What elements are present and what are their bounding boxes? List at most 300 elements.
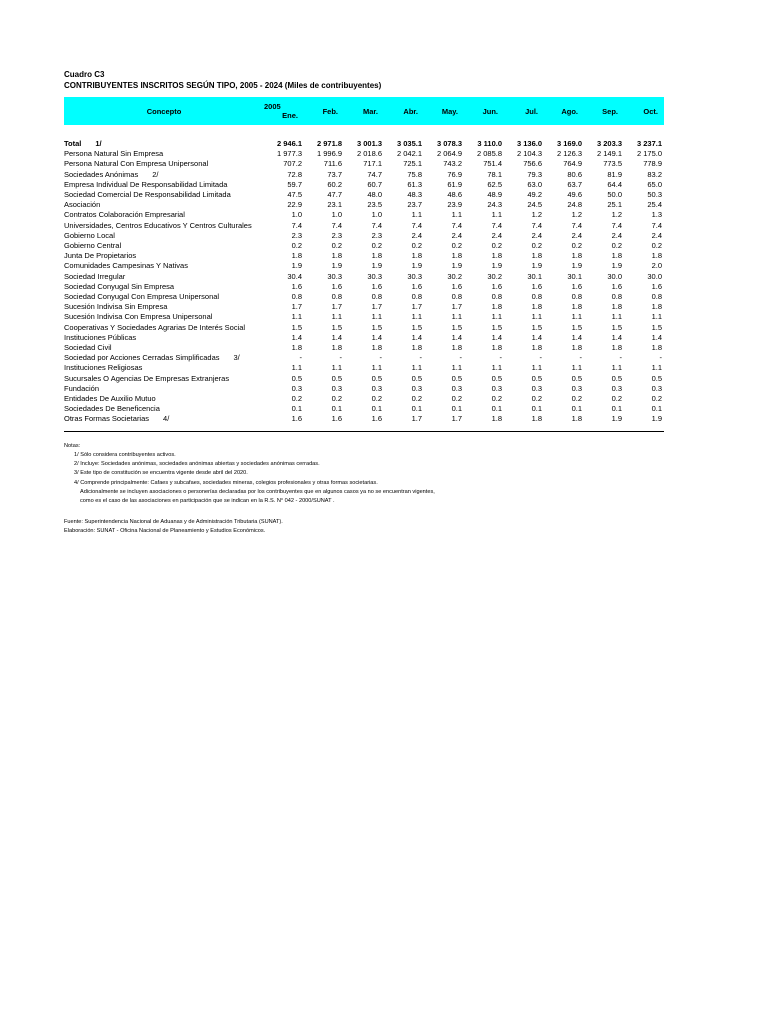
value-cell: 1.5: [491, 322, 502, 332]
value-cell: 2 126.3: [556, 149, 582, 159]
value-cell: 49.2: [527, 190, 542, 200]
value-cell: 0.2: [651, 394, 662, 404]
value-cell: 0.8: [531, 292, 542, 302]
value-cell: 0.8: [451, 292, 462, 302]
value-cell: 2.3: [331, 230, 342, 240]
value-cell: 2.4: [571, 230, 582, 240]
value-cell: 707.2: [283, 159, 302, 169]
row-label: Sociedades De Beneficencia: [64, 404, 160, 414]
row-label: Sociedades Anónimas 2/: [64, 169, 159, 179]
value-cell: 0.2: [611, 241, 622, 251]
value-cell: 3 078.3: [436, 139, 462, 148]
value-cell: 1.4: [331, 332, 342, 342]
table-row: [64, 139, 664, 149]
table-row: [64, 180, 664, 190]
value-cell: 1.2: [611, 210, 622, 220]
value-cell: 1.8: [611, 251, 622, 261]
table-row: [64, 261, 664, 271]
value-cell: 0.5: [371, 373, 382, 383]
value-cell: 1.4: [291, 332, 302, 342]
row-label: Entidades De Auxilio Mutuo: [64, 394, 156, 404]
value-cell: 1.1: [371, 363, 382, 373]
value-cell: 0.3: [571, 383, 582, 393]
value-cell: 0.2: [331, 394, 342, 404]
value-cell: 0.2: [451, 241, 462, 251]
value-cell: 0.8: [571, 292, 582, 302]
table-row: [64, 251, 664, 261]
value-cell: 48.6: [447, 190, 462, 200]
value-cell: 1.8: [491, 302, 502, 312]
value-cell: 1.1: [411, 210, 422, 220]
table-row: [64, 414, 664, 431]
value-cell: 1.6: [491, 281, 502, 291]
value-cell: 1.9: [584, 414, 624, 431]
value-cell: 2 042.1: [396, 149, 422, 159]
value-cell: 30.0: [647, 271, 662, 281]
value-cell: 1.5: [611, 322, 622, 332]
month-header: Oct.: [624, 97, 664, 125]
table-row: [64, 149, 664, 159]
table-row: [64, 292, 664, 302]
value-cell: 1.1: [371, 312, 382, 322]
value-cell: 1.4: [371, 332, 382, 342]
value-cell: 0.2: [451, 394, 462, 404]
table-row: [64, 190, 664, 200]
note-2: 2/ Incluye: Sociedades anónimas, sociedades anónimas abiertas y sociedades anónimas cerradas.: [74, 461, 320, 468]
value-cell: 1.7: [424, 414, 464, 431]
value-cell: 3 035.1: [396, 139, 422, 148]
value-cell: 65.0: [647, 179, 662, 189]
value-cell: 3 237.1: [636, 139, 662, 148]
row-label: Sucesión Indivisa Sin Empresa: [64, 302, 168, 312]
value-cell: 0.1: [451, 404, 462, 414]
row-label: Comunidades Campesinas Y Nativas: [64, 261, 188, 271]
row-label: Sociedad Conyugal Con Empresa Unipersonal: [64, 292, 220, 302]
value-cell: 0.2: [571, 394, 582, 404]
notes: [64, 442, 664, 506]
value-cell: 0.8: [411, 292, 422, 302]
value-cell: 0.3: [451, 383, 462, 393]
value-cell: 0.2: [571, 241, 582, 251]
value-cell: 0.2: [371, 394, 382, 404]
month-header: 2005 Ene.: [264, 97, 304, 125]
value-cell: 2.3: [291, 230, 302, 240]
value-cell: 49.6: [567, 190, 582, 200]
table-row: [64, 363, 664, 373]
value-cell: 1.1: [571, 363, 582, 373]
value-cell: 1.9: [411, 261, 422, 271]
value-cell: 0.1: [331, 404, 342, 414]
row-label: Persona Natural Con Empresa Unipersonal: [64, 159, 209, 169]
value-cell: 2.4: [651, 230, 662, 240]
value-cell: 0.5: [411, 373, 422, 383]
value-cell: 1.9: [331, 261, 342, 271]
value-cell: 1.5: [291, 322, 302, 332]
note-4-cont-2: como es el caso de las asociaciones en participación que se indican en la R.S. N° 042 - 2000/SUNAT .: [80, 497, 335, 504]
value-cell: 3 169.0: [556, 139, 582, 148]
value-cell: 47.7: [327, 190, 342, 200]
value-cell: 7.4: [411, 220, 422, 230]
value-cell: 1.5: [571, 322, 582, 332]
table-row: [64, 323, 664, 333]
table-row: [64, 210, 664, 220]
value-cell: 1.8: [571, 302, 582, 312]
value-cell: 7.4: [371, 220, 382, 230]
table-row: [64, 272, 664, 282]
value-cell: 1.6: [264, 414, 304, 431]
value-cell: 1.4: [611, 332, 622, 342]
value-cell: 2 018.6: [356, 149, 382, 159]
value-cell: 773.5: [603, 159, 622, 169]
value-cell: -: [659, 353, 662, 363]
value-cell: 1.6: [531, 281, 542, 291]
value-cell: -: [539, 353, 542, 363]
value-cell: 1.8: [531, 251, 542, 261]
value-cell: 1 977.3: [276, 149, 302, 159]
value-cell: 1.1: [491, 210, 502, 220]
value-cell: 0.8: [651, 292, 662, 302]
table-row: [64, 200, 664, 210]
table-title: CONTRIBUYENTES INSCRITOS SEGÚN TIPO, 2005 - 2024 (Miles de contribuyentes): [64, 81, 382, 90]
notes-heading: Notas:: [64, 442, 81, 449]
note-3: 3/ Este tipo de constitución se encuentra vigente desde abril del 2020.: [74, 470, 248, 477]
value-cell: 48.3: [407, 190, 422, 200]
month-header: Jun.: [464, 97, 504, 125]
value-cell: 1.8: [371, 251, 382, 261]
value-cell: 1.1: [411, 312, 422, 322]
value-cell: 0.2: [651, 241, 662, 251]
value-cell: 81.9: [607, 169, 622, 179]
value-cell: 1.8: [371, 343, 382, 353]
value-cell: 0.2: [331, 241, 342, 251]
footnote-ref: 3/: [233, 353, 240, 363]
value-cell: -: [299, 353, 302, 363]
value-cell: 0.3: [491, 383, 502, 393]
row-label: Sociedad Civil: [64, 343, 112, 353]
value-cell: 0.5: [531, 373, 542, 383]
value-cell: 1.0: [371, 210, 382, 220]
value-cell: 75.8: [407, 169, 422, 179]
value-cell: 1.9: [531, 261, 542, 271]
footnote-ref: 2/: [152, 169, 159, 179]
value-cell: 1.1: [571, 312, 582, 322]
value-cell: -: [379, 353, 382, 363]
value-cell: 1.3: [651, 210, 662, 220]
value-cell: 1.8: [571, 251, 582, 261]
value-cell: 0.1: [571, 404, 582, 414]
value-cell: 30.3: [407, 271, 422, 281]
value-cell: 72.8: [287, 169, 302, 179]
value-cell: 30.0: [607, 271, 622, 281]
month-header: Mar.: [344, 97, 384, 125]
value-cell: 1.1: [291, 363, 302, 373]
value-cell: 1.1: [491, 363, 502, 373]
value-cell: 63.7: [567, 179, 582, 189]
value-cell: 1.1: [291, 312, 302, 322]
value-cell: 1.8: [464, 414, 504, 431]
table-row: [64, 374, 664, 384]
value-cell: 1.4: [451, 332, 462, 342]
value-cell: 0.3: [411, 383, 422, 393]
value-cell: 1.8: [491, 251, 502, 261]
value-cell: 3 110.0: [477, 139, 502, 148]
month-header: Sep.: [584, 97, 624, 125]
value-cell: 2 064.9: [436, 149, 462, 159]
spacer-row: [64, 125, 664, 139]
document: [64, 69, 664, 536]
value-cell: 24.5: [527, 200, 542, 210]
table-row: [64, 241, 664, 251]
value-cell: 1 996.9: [316, 149, 342, 159]
value-cell: 25.4: [647, 200, 662, 210]
month-header: Jul.: [504, 97, 544, 125]
value-cell: 2.4: [611, 230, 622, 240]
value-cell: 0.5: [331, 373, 342, 383]
value-cell: 1.7: [451, 302, 462, 312]
value-cell: 1.8: [411, 251, 422, 261]
value-cell: 1.5: [411, 322, 422, 332]
value-cell: 1.6: [371, 281, 382, 291]
value-cell: 1.9: [371, 261, 382, 271]
value-cell: 7.4: [491, 220, 502, 230]
note-4: 4/ Comprende principalmente: Cafaes y subcafaes, sociedades mineras, colegios profesionales y otras formas societarias.: [74, 479, 378, 486]
value-cell: 30.1: [567, 271, 582, 281]
value-cell: -: [459, 353, 462, 363]
value-cell: 1.8: [451, 343, 462, 353]
value-cell: 48.0: [367, 190, 382, 200]
value-cell: 2 175.0: [636, 149, 662, 159]
value-cell: 1.1: [531, 312, 542, 322]
table-row: [64, 282, 664, 292]
value-cell: 1.9: [571, 261, 582, 271]
source-line: Fuente: Superintendencia Nacional de Aduanas y de Administración Tributaria (SUNAT).: [64, 519, 283, 526]
table-row: [64, 384, 664, 394]
value-cell: 30.2: [447, 271, 462, 281]
value-cell: 1.9: [491, 261, 502, 271]
table-row: [64, 231, 664, 241]
row-label: Gobierno Local: [64, 230, 115, 240]
table-row: [64, 404, 664, 414]
value-cell: 30.2: [487, 271, 502, 281]
value-cell: 0.2: [531, 394, 542, 404]
value-cell: 50.3: [647, 190, 662, 200]
value-cell: 79.3: [527, 169, 542, 179]
value-cell: 0.2: [491, 394, 502, 404]
value-cell: -: [499, 353, 502, 363]
value-cell: 61.9: [447, 179, 462, 189]
value-cell: 1.1: [651, 312, 662, 322]
value-cell: 1.8: [331, 343, 342, 353]
value-cell: 48.9: [487, 190, 502, 200]
value-cell: 0.3: [611, 383, 622, 393]
value-cell: 23.5: [367, 200, 382, 210]
row-label: Empresa Individual De Responsabilidad Limitada: [64, 179, 228, 189]
value-cell: 83.2: [647, 169, 662, 179]
value-cell: 7.4: [531, 220, 542, 230]
value-cell: 1.4: [491, 332, 502, 342]
value-cell: -: [339, 353, 342, 363]
table-row: [64, 221, 664, 231]
value-cell: 0.1: [411, 404, 422, 414]
value-cell: 1.9: [611, 261, 622, 271]
value-cell: 0.5: [491, 373, 502, 383]
elaboration-line: Elaboración: SUNAT - Oficina Nacional de Planeamiento y Estudios Económicos.: [64, 528, 266, 535]
value-cell: 1.4: [411, 332, 422, 342]
table-row: [64, 333, 664, 343]
table-row: [64, 302, 664, 312]
value-cell: 30.4: [287, 271, 302, 281]
value-cell: 1.6: [411, 281, 422, 291]
value-cell: 7.4: [331, 220, 342, 230]
row-label: Otras Formas Societarias 4/: [64, 414, 264, 431]
row-label: Sociedad Comercial De Responsabilidad Limitada: [64, 190, 231, 200]
value-cell: 24.8: [567, 200, 582, 210]
value-cell: 0.2: [411, 394, 422, 404]
value-cell: 78.1: [487, 169, 502, 179]
value-cell: 60.2: [327, 179, 342, 189]
value-cell: 0.3: [531, 383, 542, 393]
value-cell: 2 104.3: [516, 149, 542, 159]
value-cell: 1.5: [331, 322, 342, 332]
value-cell: 1.8: [611, 343, 622, 353]
value-cell: 0.3: [291, 383, 302, 393]
row-label: Cooperativas Y Sociedades Agrarias De Interés Social: [64, 322, 246, 332]
value-cell: 2.4: [451, 230, 462, 240]
value-cell: 80.6: [567, 169, 582, 179]
value-cell: 0.2: [531, 241, 542, 251]
value-cell: 47.5: [287, 190, 302, 200]
table-body: [64, 125, 664, 431]
value-cell: 0.5: [651, 373, 662, 383]
row-label: Persona Natural Sin Empresa: [64, 149, 164, 159]
value-cell: 0.2: [371, 241, 382, 251]
value-cell: 0.1: [611, 404, 622, 414]
value-cell: 1.4: [531, 332, 542, 342]
value-cell: 7.4: [571, 220, 582, 230]
value-cell: 2.4: [531, 230, 542, 240]
value-cell: 2.3: [371, 230, 382, 240]
value-cell: 1.1: [451, 312, 462, 322]
value-cell: -: [419, 353, 422, 363]
value-cell: 711.6: [323, 159, 342, 169]
value-cell: 1.9: [451, 261, 462, 271]
value-cell: 751.4: [483, 159, 502, 169]
table-row: [64, 170, 664, 180]
note-1: 1/ Sólo considera contribuyentes activos.: [74, 451, 176, 458]
value-cell: 0.8: [331, 292, 342, 302]
value-cell: 1.9: [291, 261, 302, 271]
value-cell: 0.8: [491, 292, 502, 302]
value-cell: 0.1: [531, 404, 542, 414]
row-label: Contratos Colaboración Empresarial: [64, 210, 185, 220]
value-cell: 0.1: [491, 404, 502, 414]
value-cell: 50.0: [607, 190, 622, 200]
year-label: 2005: [264, 102, 281, 111]
value-cell: 743.2: [443, 159, 462, 169]
value-cell: 0.8: [371, 292, 382, 302]
value-cell: 3 001.3: [356, 139, 382, 148]
value-cell: 0.3: [331, 383, 342, 393]
value-cell: 1.5: [651, 322, 662, 332]
value-cell: 73.7: [327, 169, 342, 179]
value-cell: 1.7: [291, 302, 302, 312]
value-cell: 0.2: [491, 241, 502, 251]
value-cell: 64.4: [607, 179, 622, 189]
row-label: Sucesión Indivisa Con Empresa Unipersonal: [64, 312, 213, 322]
value-cell: 0.2: [611, 394, 622, 404]
value-cell: 1.6: [651, 281, 662, 291]
value-cell: 1.8: [651, 302, 662, 312]
value-cell: 1.5: [531, 322, 542, 332]
value-cell: 756.6: [523, 159, 542, 169]
value-cell: 1.0: [331, 210, 342, 220]
value-cell: 1.1: [611, 312, 622, 322]
value-cell: 1.1: [331, 312, 342, 322]
value-cell: 1.8: [491, 343, 502, 353]
value-cell: 0.5: [571, 373, 582, 383]
value-cell: 1.7: [411, 302, 422, 312]
value-cell: 7.4: [451, 220, 462, 230]
value-cell: 1.9: [624, 414, 664, 431]
value-cell: 0.2: [291, 241, 302, 251]
value-cell: 1.5: [451, 322, 462, 332]
row-label: Sucursales O Agencias De Empresas Extranjeras: [64, 373, 230, 383]
value-cell: 1.1: [651, 363, 662, 373]
value-cell: 1.6: [304, 414, 344, 431]
note-4-cont-1: Adicionalmente se incluyen asociaciones o personerías declaradas por los contribuyentes que en algunos casos ya no se encuentran vigentes,: [80, 488, 435, 495]
value-cell: 1.6: [331, 281, 342, 291]
value-cell: 1.2: [531, 210, 542, 220]
table-code: Cuadro C3: [64, 70, 105, 79]
row-label: Asociación: [64, 200, 101, 210]
value-cell: 2 971.8: [316, 139, 342, 148]
value-cell: 30.3: [367, 271, 382, 281]
value-cell: 2 946.1: [276, 139, 302, 148]
value-cell: 30.3: [327, 271, 342, 281]
value-cell: 7.4: [291, 220, 302, 230]
value-cell: 76.9: [447, 169, 462, 179]
value-cell: 0.1: [651, 404, 662, 414]
value-cell: 0.8: [291, 292, 302, 302]
contributors-table: [64, 97, 664, 432]
value-cell: 1.6: [571, 281, 582, 291]
source-info: [64, 518, 664, 536]
value-cell: 63.0: [527, 179, 542, 189]
value-cell: 0.2: [291, 394, 302, 404]
table-row: [64, 353, 664, 363]
value-cell: 1.8: [531, 343, 542, 353]
table-row: [64, 394, 664, 404]
value-cell: 1.1: [451, 363, 462, 373]
row-label: Instituciones Religiosas: [64, 363, 143, 373]
value-cell: 1.1: [531, 363, 542, 373]
value-cell: 2.0: [651, 261, 662, 271]
month-header: Ago.: [544, 97, 584, 125]
value-cell: 7.4: [611, 220, 622, 230]
value-cell: 1.4: [651, 332, 662, 342]
value-cell: 1.6: [451, 281, 462, 291]
row-label: Universidades, Centros Educativos Y Centros Culturales: [64, 220, 252, 230]
value-cell: 0.1: [371, 404, 382, 414]
value-cell: 2 149.1: [596, 149, 622, 159]
value-cell: 1.1: [451, 210, 462, 220]
value-cell: 2.4: [491, 230, 502, 240]
value-cell: 1.1: [411, 363, 422, 373]
table-row: [64, 312, 664, 322]
value-cell: 1.6: [291, 281, 302, 291]
concept-header: Concepto: [64, 97, 264, 125]
row-label: Sociedad Conyugal Sin Empresa: [64, 281, 175, 291]
